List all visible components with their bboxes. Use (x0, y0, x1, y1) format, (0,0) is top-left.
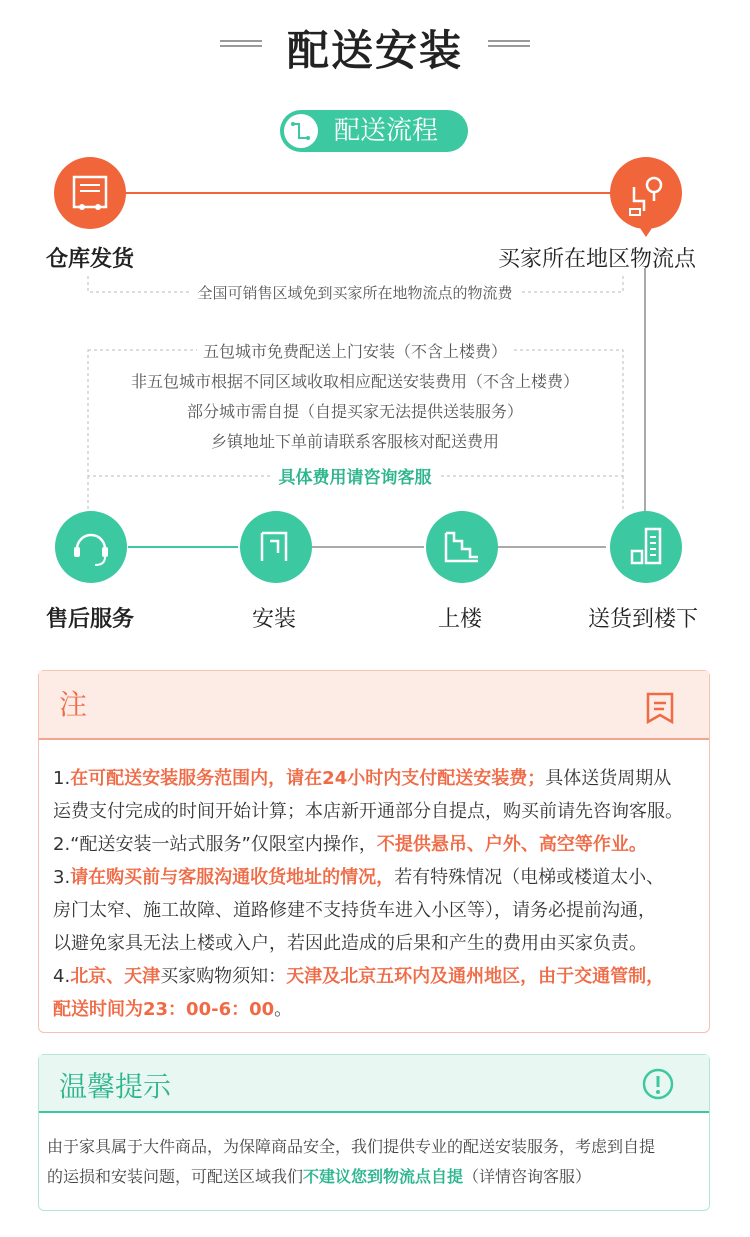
notice-box (38, 670, 710, 1033)
notice-line-8: 配送时间为23：00-6：00。 (53, 999, 293, 1020)
tip-title: 温馨提示 (59, 1070, 172, 1103)
consult-note: 具体费用请咨询客服 (273, 468, 438, 488)
tip-header (39, 1055, 709, 1113)
tip-line-2: 的运损和安装问题，可配送区域我们不建议您到物流点自提（详情咨询客服） (47, 1167, 592, 1186)
stairs-icon (426, 511, 498, 583)
notice-title: 注 (59, 688, 88, 721)
notice-header (39, 671, 709, 740)
flow-line-1: 五包城市免费配送上门安装（不含上楼费） (197, 342, 513, 361)
notice-line-1: 1.在可配送安装服务范围内，请在24小时内支付配送安装费；具体送货周期从 (53, 768, 672, 789)
headset-icon (55, 511, 127, 583)
flow-line-2: 非五包城市根据不同区域收取相应配送安装费用（不含上楼费） (130, 372, 579, 391)
warehouse-icon (54, 157, 126, 229)
notice-line-2: 运费支付完成的时间开始计算；本店新开通部分自提点，购买前请先咨询客服。 (53, 801, 683, 822)
location-pin-icon (610, 157, 682, 247)
logistics-node (610, 157, 682, 229)
upstairs-node (426, 511, 498, 583)
process-pill-label: 配送流程 (334, 116, 439, 146)
warehouse-node (54, 157, 126, 229)
install-icon (240, 511, 312, 583)
label-install: 安装 (252, 607, 297, 632)
page-title: 配送安装 (286, 26, 463, 75)
label-after-sales: 售后服务 (46, 607, 135, 632)
free-logistics-note: 全国可销售区域免到买家所在地物流点的物流费 (191, 284, 518, 302)
label-delivery: 送货到楼下 (588, 607, 699, 632)
label-warehouse: 仓库发货 (46, 247, 135, 272)
notice-line-6: 以避免家具无法上楼或入户，若因此造成的后果和产生的费用由买家负责。 (53, 933, 647, 954)
after-sales-node (55, 511, 127, 583)
install-node (240, 511, 312, 583)
notice-line-3: 2.“配送安装一站式服务”仅限室内操作，不提供悬吊、户外、高空等作业。 (53, 834, 647, 855)
notice-line-4: 3.请在购买前与客服沟通收货地址的情况，若有特殊情况（电梯或楼道太小、 (53, 867, 665, 888)
notice-line-7: 4.北京、天津买家购物须知：天津及北京五环内及通州地区，由于交通管制， (53, 966, 665, 987)
bookmark-icon (645, 691, 675, 729)
notice-line-5: 房门太窄、施工故障、道路修建不支持货车进入小区等），请务必提前沟通， (53, 900, 656, 921)
exclamation-icon (641, 1067, 675, 1105)
flow-line-3: 部分城市需自提（自提买家无法提供送装服务） (186, 402, 523, 421)
tip-line-1: 由于家具属于大件商品，为保障商品安全，我们提供专业的配送安装服务，考虑到自提 (47, 1137, 656, 1156)
tip-box (38, 1054, 710, 1211)
label-upstairs: 上楼 (438, 607, 483, 632)
building-icon (610, 511, 682, 583)
label-logistics: 买家所在地区物流点 (498, 247, 697, 272)
flow-line-4: 乡镇地址下单前请联系客服核对配送费用 (210, 432, 499, 451)
delivery-node (610, 511, 682, 583)
